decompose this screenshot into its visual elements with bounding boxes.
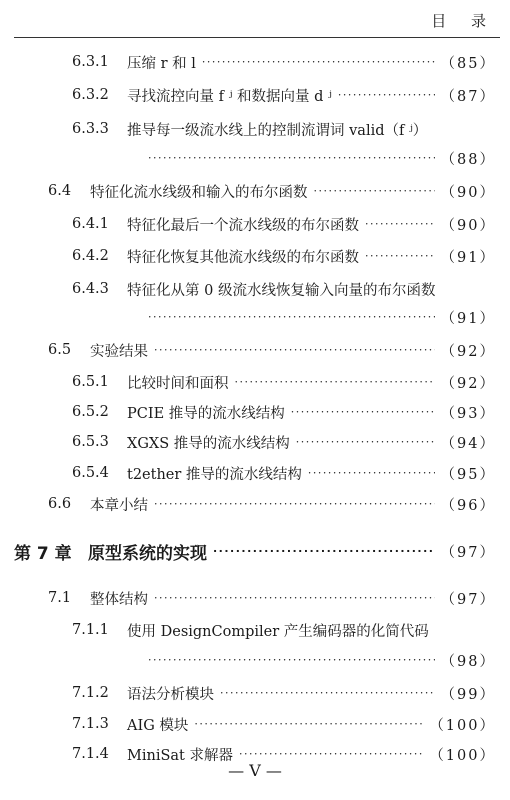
toc-entry-number: 6.4.3	[72, 281, 109, 297]
toc-entry-page: （100）	[429, 717, 496, 734]
toc-entry-title: t2ether 推导的流水线结构	[127, 466, 302, 483]
toc-entry-page: （100）	[429, 747, 496, 764]
toc-entry-number: 6.3.3	[72, 121, 109, 137]
toc-entry-page: （99）	[440, 686, 496, 703]
toc-entry-page: （97）	[440, 591, 496, 608]
dot-leader	[154, 585, 435, 611]
toc-entry-title: 本章小结	[90, 497, 148, 514]
toc-entry-title: 整体结构	[90, 591, 148, 608]
toc-entry-title: AIG 模块	[127, 717, 189, 734]
toc-entry-page: （91）	[440, 249, 496, 266]
toc-entry-number: 6.5.3	[72, 434, 109, 450]
toc-entry[interactable]	[72, 617, 496, 643]
toc-entry-number: 7.1.2	[72, 685, 109, 701]
toc-chapter-entry[interactable]	[14, 538, 496, 564]
toc-entry-number: 6.4.1	[72, 216, 109, 232]
toc-entry-page: （96）	[440, 497, 496, 514]
toc-entry[interactable]	[72, 243, 496, 269]
toc-entry-title: 寻找流控向量 f ʲ 和数据向量 d ʲ	[127, 88, 332, 105]
toc-entry-number: 6.5.2	[72, 404, 109, 420]
toc-entry-title: 使用 DesignCompiler 产生编码器的化简代码	[127, 623, 429, 640]
dot-leader	[365, 211, 435, 237]
toc-entry[interactable]	[72, 82, 496, 108]
toc-entry-number: 6.3.2	[72, 87, 109, 103]
dot-leader	[296, 429, 435, 455]
dot-leader	[314, 178, 435, 204]
toc-entry-number: 7.1.1	[72, 622, 109, 638]
toc-entry-number: 6.4	[48, 183, 72, 199]
toc-entry[interactable]	[48, 585, 496, 611]
toc-entry-title: 实验结果	[90, 343, 148, 360]
toc-entry-number: 6.6	[48, 496, 72, 512]
dot-leader	[154, 337, 435, 363]
header-rule	[14, 37, 500, 38]
dot-leader	[154, 491, 435, 517]
dot-leader	[365, 243, 435, 269]
dot-leader	[148, 145, 435, 171]
toc-entry-number: 6.3.1	[72, 54, 109, 70]
toc-entry-title: 特征化流水线级和输入的布尔函数	[90, 184, 308, 201]
toc-entry-title: MiniSat 求解器	[127, 747, 233, 764]
page-number-footer: — V —	[228, 761, 282, 780]
toc-entry-number: 6.5.1	[72, 374, 109, 390]
toc-entry[interactable]	[72, 460, 496, 486]
toc-entry[interactable]	[48, 337, 496, 363]
toc-entry-number: 6.5.4	[72, 465, 109, 481]
toc-entry-page: （87）	[440, 88, 496, 105]
toc-entry-continuation[interactable]	[148, 647, 496, 673]
toc-entry-page: （92）	[440, 343, 496, 360]
dot-leader	[202, 49, 435, 75]
toc-entry-page: （98）	[440, 653, 496, 670]
toc-entry-title: 压缩 r 和 l	[127, 55, 196, 72]
toc-entry-page: （95）	[440, 466, 496, 483]
toc-entry-number: 6.4.2	[72, 248, 109, 264]
toc-entry-page: （94）	[440, 435, 496, 452]
toc-entry-page: （92）	[440, 375, 496, 392]
toc-entry-page: （90）	[440, 184, 496, 201]
dot-leader	[194, 711, 423, 737]
toc-entry-page: （97）	[440, 544, 496, 561]
toc-entry-title: XGXS 推导的流水线结构	[127, 435, 290, 452]
toc-entry[interactable]	[72, 399, 496, 425]
toc-entry-title: 语法分析模块	[127, 686, 214, 703]
toc-entry-number: 7.1.3	[72, 716, 109, 732]
toc-entry[interactable]	[72, 711, 496, 737]
toc-entry-page: （90）	[440, 217, 496, 234]
toc-entry-title: PCIE 推导的流水线结构	[127, 405, 285, 422]
dot-leader	[338, 82, 435, 108]
toc-entry-number: 7.1.4	[72, 746, 109, 762]
toc-entry[interactable]	[72, 116, 496, 142]
toc-entry[interactable]	[72, 211, 496, 237]
toc-entry[interactable]	[48, 491, 496, 517]
dot-leader	[148, 304, 435, 330]
dot-leader	[213, 538, 435, 564]
dot-leader	[148, 647, 435, 673]
toc-entry-number: 7.1	[48, 590, 72, 606]
toc-entry[interactable]	[72, 369, 496, 395]
toc-chapter-title: 原型系统的实现	[88, 543, 207, 564]
toc-entry[interactable]	[72, 680, 496, 706]
toc-entry[interactable]	[48, 178, 496, 204]
dot-leader	[308, 460, 435, 486]
toc-entry-page: （93）	[440, 405, 496, 422]
toc-chapter-number: 第 7 章	[14, 543, 72, 564]
toc-entry-number: 6.5	[48, 342, 72, 358]
toc-entry-title: 比较时间和面积	[127, 375, 229, 392]
toc-entry[interactable]	[72, 276, 496, 302]
toc-entry-continuation[interactable]	[148, 304, 496, 330]
toc-entry-page: （85）	[440, 55, 496, 72]
toc-entry[interactable]	[72, 49, 496, 75]
toc-entry-title: 特征化从第 0 级流水线恢复输入向量的布尔函数	[127, 282, 436, 299]
toc-entry-title: 特征化恢复其他流水线级的布尔函数	[127, 249, 359, 266]
toc-entry[interactable]	[72, 429, 496, 455]
toc-entry-page: （88）	[440, 151, 496, 168]
toc-entry-continuation[interactable]	[148, 145, 496, 171]
dot-leader	[291, 399, 435, 425]
toc-entry-title: 推导每一级流水线上的控制流谓词 valid（f ʲ）	[127, 122, 428, 139]
toc-entry-title: 特征化最后一个流水线级的布尔函数	[127, 217, 359, 234]
dot-leader	[220, 680, 435, 706]
dot-leader	[235, 369, 435, 395]
toc-entry-page: （91）	[440, 310, 496, 327]
running-header: 目 录	[431, 12, 496, 30]
